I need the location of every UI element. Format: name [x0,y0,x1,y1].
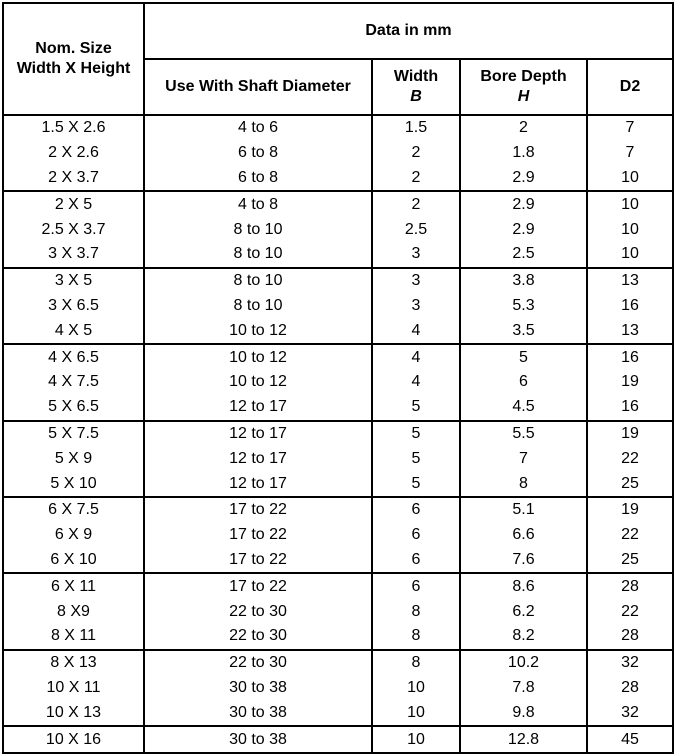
width-header [372,59,460,115]
shaft-diameter-cell: 12 to 17 [144,395,372,421]
shaft-diameter-cell: 22 to 30 [144,599,372,624]
width-cell: 8 [372,624,460,650]
d2-label: D2 [619,78,641,95]
table-row [3,141,673,166]
nom-size-cell: 2 X 3.7 [3,166,144,192]
shaft-diameter-cell: 12 to 17 [144,471,372,497]
table-row [3,344,673,370]
data-in-mm-header [144,3,673,59]
width-label: Width [393,68,439,85]
width-cell: 2 [372,166,460,192]
shaft-diameter-cell: 17 to 22 [144,497,372,523]
nom-size-cell: 8 X 13 [3,650,144,676]
bore-depth-cell: 12.8 [460,726,587,753]
d2-cell: 22 [587,523,673,548]
shaft-diameter-cell: 8 to 10 [144,242,372,268]
width-cell: 2 [372,141,460,166]
table-row [3,395,673,421]
shaft-diameter-header [144,59,372,115]
bore-depth-cell: 2.9 [460,217,587,242]
d2-cell: 28 [587,624,673,650]
shaft-diameter-cell: 30 to 38 [144,676,372,701]
table-row [3,242,673,268]
nom-size-cell: 2.5 X 3.7 [3,217,144,242]
width-cell: 10 [372,700,460,726]
table-row [3,471,673,497]
nom-size-cell: 5 X 10 [3,471,144,497]
bore-depth-cell: 8 [460,471,587,497]
width-cell: 5 [372,395,460,421]
width-cell: 6 [372,548,460,574]
bore-depth-label: Bore Depth [480,68,567,85]
shaft-diameter-cell: 10 to 12 [144,370,372,395]
d2-cell: 7 [587,115,673,141]
d2-cell: 25 [587,471,673,497]
d2-cell: 16 [587,344,673,370]
table-row [3,599,673,624]
bore-depth-cell: 6.6 [460,523,587,548]
shaft-diameter-cell: 12 to 17 [144,446,372,471]
nom-size-cell: 3 X 3.7 [3,242,144,268]
shaft-diameter-cell: 12 to 17 [144,421,372,447]
width-cell: 8 [372,650,460,676]
bore-depth-cell: 7.6 [460,548,587,574]
nom-size-cell: 5 X 6.5 [3,395,144,421]
width-cell: 2.5 [372,217,460,242]
table-row [3,548,673,574]
width-cell: 5 [372,421,460,447]
nom-size-label: Nom. Size [35,40,112,57]
width-cell: 6 [372,497,460,523]
width-cell: 6 [372,523,460,548]
table-row [3,115,673,141]
table-row [3,700,673,726]
d2-cell: 45 [587,726,673,753]
shaft-diameter-cell: 10 to 12 [144,318,372,344]
nom-size-cell: 1.5 X 2.6 [3,115,144,141]
table-row [3,268,673,294]
nom-size-cell: 10 X 13 [3,700,144,726]
width-cell: 4 [372,344,460,370]
nom-size-cell: 8 X9 [3,599,144,624]
width-cell: 4 [372,318,460,344]
bore-depth-cell: 8.2 [460,624,587,650]
d2-header [587,59,673,115]
d2-cell: 16 [587,294,673,319]
bore-depth-cell: 6 [460,370,587,395]
d2-cell: 19 [587,497,673,523]
d2-cell: 28 [587,573,673,599]
shaft-diameter-cell: 22 to 30 [144,650,372,676]
nom-size-cell: 10 X 11 [3,676,144,701]
nom-size-cell: 3 X 6.5 [3,294,144,319]
table-row [3,573,673,599]
shaft-diameter-cell: 8 to 10 [144,268,372,294]
shaft-diameter-cell: 6 to 8 [144,141,372,166]
table-row [3,166,673,192]
width-cell: 3 [372,242,460,268]
nom-size-cell: 8 X 11 [3,624,144,650]
bore-depth-cell: 2.9 [460,166,587,192]
table-row [3,370,673,395]
table-row [3,497,673,523]
bore-depth-cell: 3.5 [460,318,587,344]
bore-depth-cell: 2.5 [460,242,587,268]
d2-cell: 13 [587,268,673,294]
nom-size-cell: 4 X 5 [3,318,144,344]
table-body [3,115,673,753]
bore-depth-cell: 4.5 [460,395,587,421]
width-cell: 10 [372,676,460,701]
table-row [3,191,673,217]
shaft-diameter-cell: 8 to 10 [144,294,372,319]
d2-cell: 10 [587,191,673,217]
shaft-diameter-cell: 4 to 6 [144,115,372,141]
table-row [3,650,673,676]
table-row [3,726,673,753]
shaft-diameter-cell: 22 to 30 [144,624,372,650]
nom-size-cell: 6 X 11 [3,573,144,599]
d2-cell: 22 [587,446,673,471]
table-row [3,446,673,471]
bore-depth-cell: 1.8 [460,141,587,166]
bore-depth-cell: 8.6 [460,573,587,599]
table-row [3,421,673,447]
shaft-diameter-cell: 10 to 12 [144,344,372,370]
d2-cell: 10 [587,166,673,192]
bore-depth-cell: 6.2 [460,599,587,624]
table-row [3,217,673,242]
nom-size-cell: 5 X 7.5 [3,421,144,447]
shaft-diameter-cell: 17 to 22 [144,573,372,599]
shaft-diameter-cell: 30 to 38 [144,700,372,726]
shaft-diameter-cell: 17 to 22 [144,548,372,574]
d2-cell: 7 [587,141,673,166]
d2-cell: 16 [587,395,673,421]
table-row [3,624,673,650]
width-cell: 3 [372,268,460,294]
nom-size-header [3,3,144,115]
table-header [3,3,673,115]
shaft-diameter-cell: 17 to 22 [144,523,372,548]
width-cell: 5 [372,471,460,497]
width-cell: 8 [372,599,460,624]
width-cell: 1.5 [372,115,460,141]
d2-cell: 10 [587,242,673,268]
d2-cell: 19 [587,421,673,447]
nom-size-cell: 5 X 9 [3,446,144,471]
width-cell: 4 [372,370,460,395]
bore-depth-cell: 7 [460,446,587,471]
bore-depth-cell: 2 [460,115,587,141]
width-cell: 10 [372,726,460,753]
d2-cell: 10 [587,217,673,242]
d2-cell: 25 [587,548,673,574]
bore-depth-cell: 10.2 [460,650,587,676]
data-in-mm-label: Data in mm [365,22,452,39]
bore-depth-cell: 5.3 [460,294,587,319]
d2-cell: 28 [587,676,673,701]
bore-depth-unit: H [517,88,530,105]
bore-depth-cell: 5 [460,344,587,370]
nom-size-cell: 6 X 7.5 [3,497,144,523]
nom-size-sublabel: Width X Height [16,60,131,77]
nom-size-cell: 2 X 5 [3,191,144,217]
bore-depth-cell: 9.8 [460,700,587,726]
d2-cell: 22 [587,599,673,624]
width-cell: 2 [372,191,460,217]
width-cell: 6 [372,573,460,599]
bore-depth-cell: 3.8 [460,268,587,294]
nom-size-cell: 2 X 2.6 [3,141,144,166]
bore-depth-header [460,59,587,115]
d2-cell: 32 [587,700,673,726]
width-unit: B [410,88,422,105]
bore-depth-cell: 5.5 [460,421,587,447]
shaft-diameter-cell: 30 to 38 [144,726,372,753]
width-cell: 5 [372,446,460,471]
d2-cell: 19 [587,370,673,395]
width-cell: 3 [372,294,460,319]
table-row [3,523,673,548]
bore-depth-cell: 2.9 [460,191,587,217]
nom-size-cell: 4 X 7.5 [3,370,144,395]
bore-depth-cell: 5.1 [460,497,587,523]
nom-size-cell: 6 X 9 [3,523,144,548]
table-row [3,676,673,701]
table-row [3,294,673,319]
table-row [3,318,673,344]
d2-cell: 32 [587,650,673,676]
shaft-diameter-cell: 4 to 8 [144,191,372,217]
shaft-diameter-cell: 8 to 10 [144,217,372,242]
nom-size-cell: 3 X 5 [3,268,144,294]
d2-cell: 13 [587,318,673,344]
shaft-diameter-label: Use With Shaft Diameter [165,78,351,95]
shaft-diameter-cell: 6 to 8 [144,166,372,192]
bore-depth-cell: 7.8 [460,676,587,701]
nom-size-cell: 4 X 6.5 [3,344,144,370]
dimensions-table [2,2,674,754]
nom-size-cell: 10 X 16 [3,726,144,753]
nom-size-cell: 6 X 10 [3,548,144,574]
